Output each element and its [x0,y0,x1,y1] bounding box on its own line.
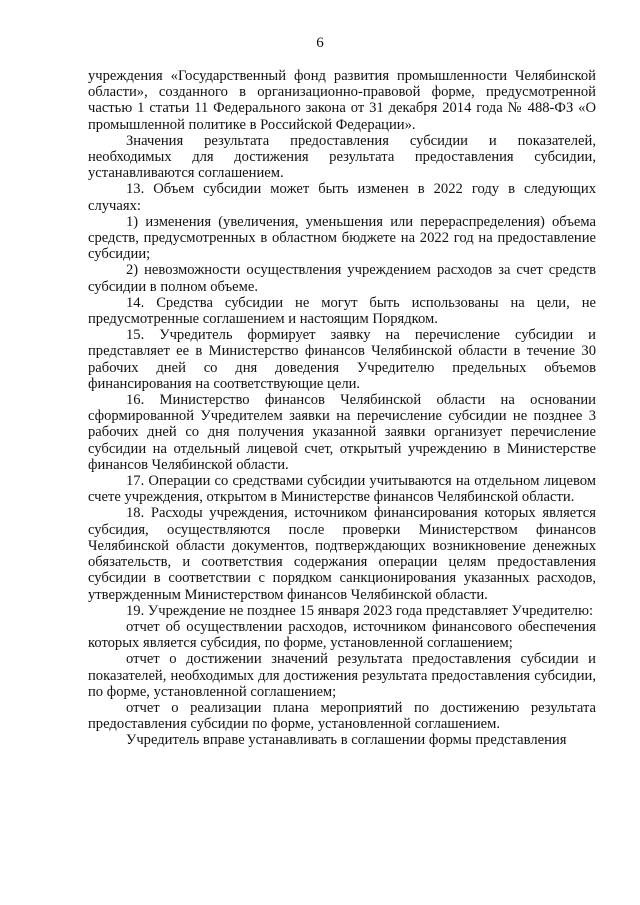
paragraph-19-report-expenses: отчет об осуществлении расходов, источником финансового обеспечения которых является субсидия, по форме, установленной соглашением; [88,618,596,652]
paragraph-result-values: Значения результата предоставления субсидии и показателей, необходимых для достижения результата предоставления субсидии, устанавливаются соглашением. [88,132,596,182]
paragraph-continuation: учреждения «Государственный фонд развития промышленности Челябинской области», созданного в организационно-правовой форме, предусмотренной частью 1 статьи 11 Федерального закона от 31 декабря 2014 года № 488-ФЗ «О промышленной политике в Российской Федерации». [88,68,596,133]
paragraph-19: 19. Учреждение не позднее 15 января 2023 года представляет Учредителю: [126,602,594,619]
paragraph-19-report-plan: отчет о реализации плана мероприятий по достижению результата предоставления субсидии по форме, установленной соглашением. [88,699,596,733]
document-body [88,68,596,749]
paragraph-13: 13. Объем субсидии может быть изменен в 2022 году в следующих случаях: [88,181,596,214]
page-number: 6 [316,35,324,51]
paragraph-15: 15. Учредитель формирует заявку на перечисление субсидии и представляет ее в Министерство финансов Челябинской области в течение 30 рабочих дней со дня доведения Учредителю предельных объемов финансирования на соответствующие цели. [88,327,596,392]
paragraph-founder-rights: Учредитель вправе устанавливать в соглашении формы представления [126,732,567,749]
paragraph-16: 16. Министерство финансов Челябинской области на основании сформированной Учредителем заявки на перечисление субсидии не позднее 3 рабочих дней со дня получения указанной заявки организует перечисление субсидии на отдельный лицевой счет, открытый учреждению в Министерстве финансов Челябинской области. [88,392,596,473]
paragraph-13-item-2: 2) невозможности осуществления учреждением расходов за счет средств субсидии в полном объеме. [88,262,596,295]
paragraph-18: 18. Расходы учреждения, источником финансирования которых является субсидия, осуществляются после проверки Министерством финансов Челябинской области документов, подтверждающих возникновение денежных обязательств, и соответствия содержания операции целям предоставления субсидии в соответствии с порядком санкционирования указанных расходов, утвержденным Министерством финансов Челябинской области. [88,505,596,603]
paragraph-14: 14. Средства субсидии не могут быть использованы на цели, не предусмотренные соглашением и настоящим Порядком. [88,294,596,328]
paragraph-19-report-results: отчет о достижении значений результата предоставления субсидии и показателей, необходимых для достижения результата предоставления субсидии, по форме, установленной соглашением; [88,651,596,700]
paragraph-13-item-1: 1) изменения (увеличения, уменьшения или перераспределения) объема средств, предусмотренных в областном бюджете на 2022 год на предоставление субсидии; [88,213,596,263]
paragraph-17: 17. Операции со средствами субсидии учитываются на отдельном лицевом счете учреждения, открытом в Министерстве финансов Челябинской области. [88,473,596,506]
